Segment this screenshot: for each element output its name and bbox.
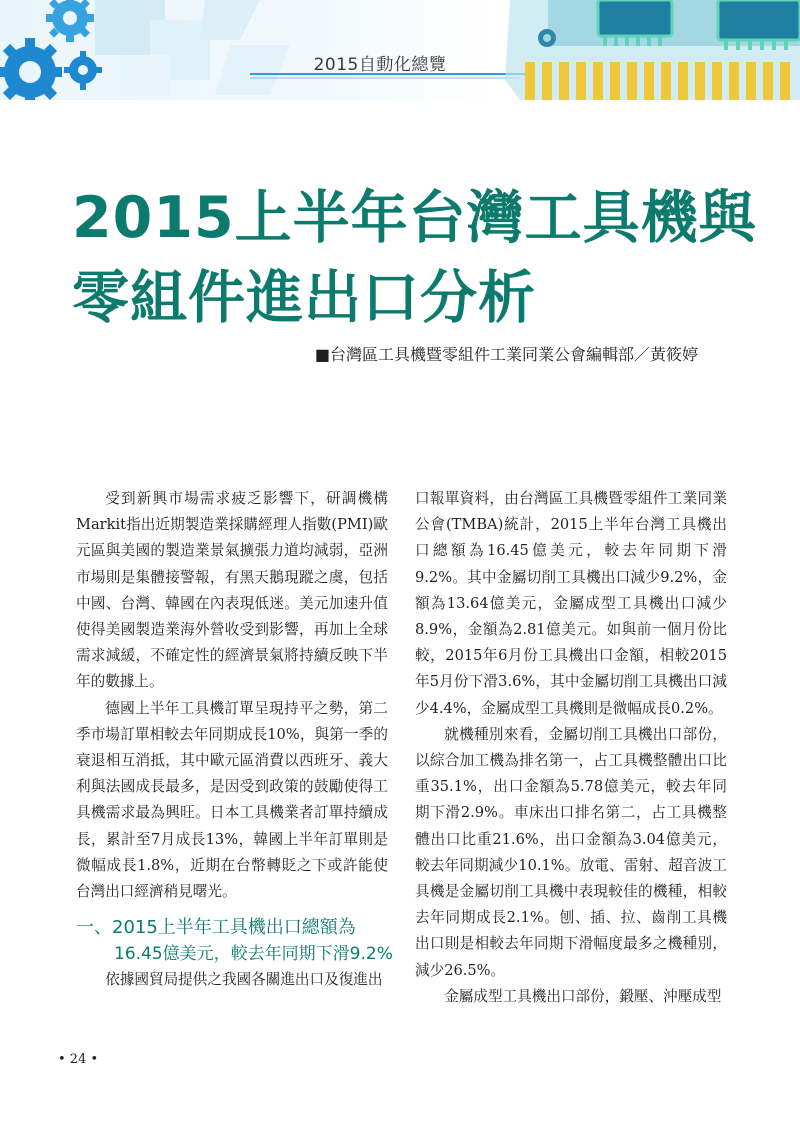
- article-title-line1: 2015上半年台灣工具機與: [72, 185, 757, 251]
- gear-large-icon: [0, 38, 62, 100]
- right-paragraph-1: 口報單資料，由台灣區工具機暨零組件工業同業公會(TMBA)統計，2015上半年台灣工具機出口總額為16.45億美元，較去年同期下滑9.2%。其中金屬切削工具機出口減少9.2%，金額為13.64億美元，金屬成型工具機出口減少8.9%，金額為2.81億美元。如與前一個月份比較，2015年6月份工具機出口金額，相較2015年5月份下滑3.6%，其中金屬切削工具機出口減少4.4%，金屬成型工具機則是微幅成長0.2%。: [415, 490, 727, 717]
- byline: ■台灣區工具機暨零組件工業同業公會編輯部／黃筱婷: [314, 345, 698, 364]
- section-heading-line2: 16.45億美元，較去年同期下滑9.2%: [114, 944, 393, 965]
- section-heading-line1: 一、2015上半年工具機出口總額為: [76, 917, 356, 939]
- header-banner: [0, 0, 800, 100]
- right-paragraph-3: 金屬成型工具機出口部份，鍛壓、沖壓成型: [444, 987, 722, 1005]
- left-paragraph-3: 依據國貿局提供之我國各關進出口及復進出: [105, 971, 383, 989]
- gear-top-icon: [46, 0, 94, 42]
- article-title-line2: 零組件進出口分析: [72, 265, 536, 331]
- left-paragraph-2: 德國上半年工具機訂單呈現持平之勢，第二季市場訂單相較去年同期成長10%，與第一季的衰退相互消抵，其中歐元區消費以西班牙、義大利與法國成長最多，是因受到政策的鼓勵使得工具機需求最為興旺。日本工具機業者訂單持續成長，累計至7月成長13%，韓國上半年訂單則是微幅成長1.8%，近期在台幣轉貶之下或許能使台灣出口經濟稍見曙光。: [76, 699, 388, 901]
- section-heading: [76, 915, 393, 967]
- article-title: [72, 178, 772, 338]
- circuit-board-icon: [505, 0, 800, 100]
- right-paragraph-2: 就機種別來看，金屬切削工具機出口部份，以綜合加工機為排名第一，占工具機整體出口比重35.1%，出口金額為5.78億美元，較去年同期下滑2.9%。車床出口排名第二，占工具機整體出口比重21.6%，出口金額為3.04億美元，較去年同期減少10.1%。放電、雷射、超音波工具機是金屬切削工具機中表現較佳的機種，相較去年同期成長2.1%。刨、插、拉、齒削工具機出口則是相較去年同期下滑幅度最多之機種別，減少26.5%。: [415, 725, 727, 979]
- gear-small-icon: [64, 51, 102, 90]
- running-title: 2015自動化總覽: [313, 55, 447, 75]
- left-column: [76, 486, 393, 993]
- page-number: • 24 •: [58, 1052, 99, 1067]
- right-column: [415, 486, 727, 1010]
- left-paragraph-1: 受到新興市場需求疲乏影響下，研調機構Markit指出近期製造業採購經理人指數(PMI)歐元區與美國的製造業景氣擴張力道均減弱，亞洲市場則是集體接警報，有黑天鵝現蹤之虞，包括中國、台灣、韓國在內表現低迷。美元加速升值使得美國製造業海外營收受到影響，再加上全球需求減緩，不確定性的經濟景氣將持續反映下半年的數據上。: [76, 490, 388, 691]
